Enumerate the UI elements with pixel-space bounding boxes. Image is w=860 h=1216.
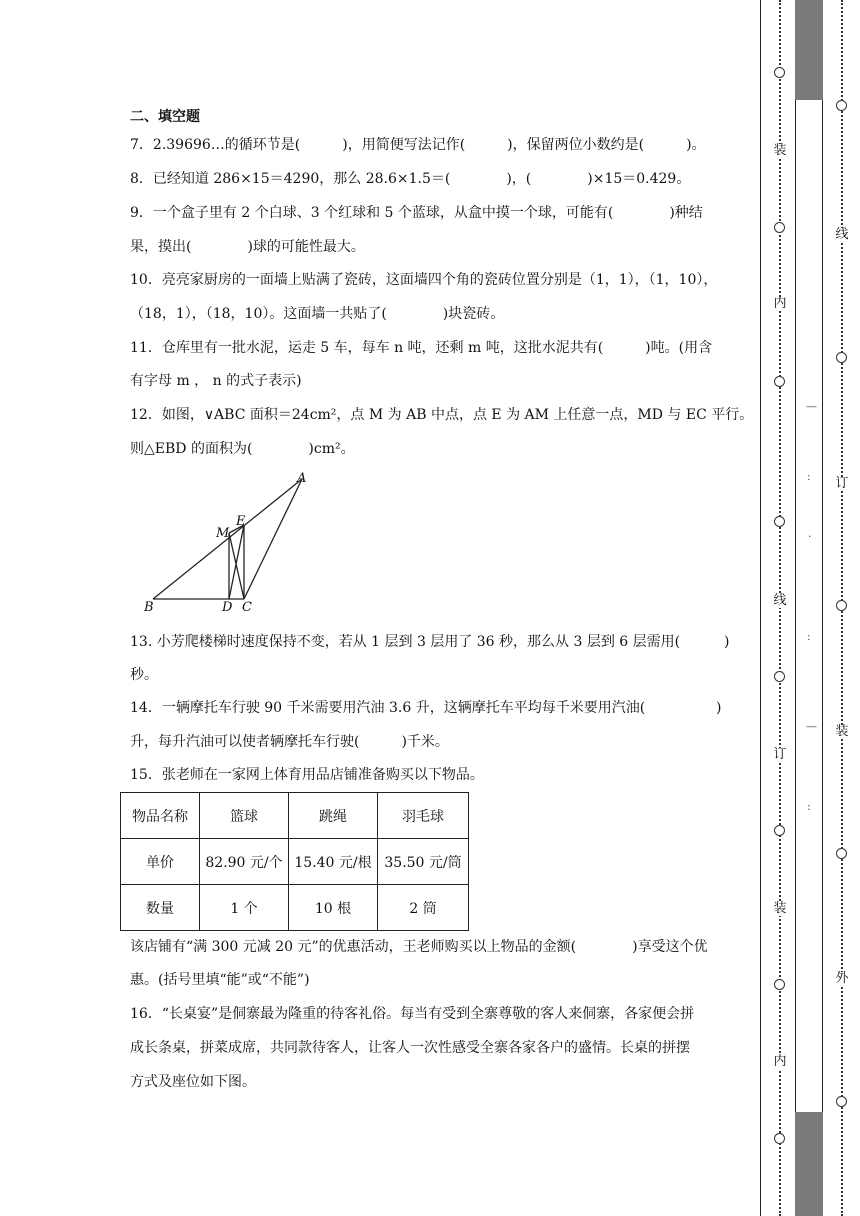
table-cell: 82.90 元/个: [200, 839, 289, 885]
label-b: B: [144, 600, 154, 615]
label-m: M: [216, 526, 230, 541]
circle-icon: [836, 848, 847, 859]
table-row: [121, 885, 469, 931]
gray-tab-bottom: [795, 1112, 823, 1216]
label-d: D: [222, 600, 233, 615]
circle-icon: [774, 222, 785, 233]
gray-tab-top: [795, 0, 823, 100]
table-cell: 数量: [121, 885, 200, 931]
question-13-line2: 秒。: [130, 667, 158, 683]
question-10-line1: 10．亮亮家厨房的一面墙上贴满了瓷砖，这面墙四个角的瓷砖位置分别是（1，1），（1，10），: [130, 272, 718, 288]
table-row: [121, 839, 469, 885]
circle-icon: [836, 100, 847, 111]
question-12-line1: 12．如图，∨ABC 面积＝24cm²，点 M 为 AB 中点，点 E 为 AM 上任意一点，MD 与 EC 平行。: [130, 407, 754, 423]
question-12-line2: 则△EBD 的面积为( )cm²。: [130, 441, 355, 457]
triangle-figure: [140, 470, 310, 620]
circle-icon: [774, 979, 785, 990]
table-cell: 35.50 元/筒: [378, 839, 469, 885]
label-e: E: [236, 514, 246, 529]
question-16-line2: 成长条桌，拼菜成席，共同款待客人，让客人一次性感受全寨各家各户的盛情。长桌的拼摆: [130, 1040, 690, 1056]
circle-icon: [774, 825, 785, 836]
table-cell: 羽毛球: [378, 793, 469, 839]
circle-icon: [774, 376, 785, 387]
question-9-line1: 9．一个盒子里有 2 个白球、3 个红球和 5 个蓝球，从盒中摸一个球，可能有( )种结: [130, 205, 703, 221]
margin-label: 线: [835, 227, 849, 242]
margin-label: 外: [835, 971, 849, 986]
circle-icon: [774, 516, 785, 527]
question-11-line2: 有字母 m ， n 的式子表示): [130, 373, 302, 389]
question-13-paren: ): [724, 634, 730, 650]
question-13-line1: 13. 小芳爬楼梯时速度保持不变，若从 1 层到 3 层用了 36 秒，那么从 3 层到 6 层需用(: [130, 634, 681, 650]
margin-label: 装: [773, 143, 787, 158]
circle-icon: [836, 352, 847, 363]
question-16-line1: 16．“长桌宴”是侗寨最为隆重的待客礼俗。每当有受到全寨尊敬的客人来侗寨，各家便会拼: [130, 1006, 695, 1022]
question-11-line1: 11．仓库里有一批水泥，运走 5 车，每车 n 吨，还剩 m 吨，这批水泥共有( )吨。(用含: [130, 340, 713, 356]
margin-label: 内: [773, 1054, 787, 1069]
section-title: 二、填空题: [130, 109, 200, 125]
table-cell: 10 根: [289, 885, 378, 931]
table-cell: 篮球: [200, 793, 289, 839]
margin-label: 订: [773, 747, 787, 762]
question-14-line2: 升，每升汽油可以使者辆摩托车行驶( )千米。: [130, 734, 449, 750]
table-cell: 15.40 元/根: [289, 839, 378, 885]
table-cell: 单价: [121, 839, 200, 885]
table-cell: 1 个: [200, 885, 289, 931]
question-16-line3: 方式及座位如下图。: [130, 1074, 256, 1090]
table-cell: 跳绳: [289, 793, 378, 839]
table-cell: 2 筒: [378, 885, 469, 931]
margin-label: 装: [773, 901, 787, 916]
label-a: A: [297, 471, 307, 486]
question-15-line3: 惠。(括号里填“能”或“不能”): [130, 972, 310, 988]
margin-label: 订: [835, 476, 849, 491]
question-9-line2: 果，摸出( )球的可能性最大。: [130, 239, 365, 255]
question-14-paren: ): [716, 700, 722, 716]
goods-table: [120, 792, 469, 931]
question-8: 8．已经知道 286×15＝4290，那么 28.6×1.5＝( )，( )×15＝0.429。: [130, 171, 691, 187]
circle-icon: [774, 1133, 785, 1144]
margin-label: 内: [773, 296, 787, 311]
question-10-line2: （18，1），（18，10）。这面墙一共贴了( )块瓷砖。: [130, 306, 505, 322]
circle-icon: [836, 1096, 847, 1107]
circle-icon: [836, 600, 847, 611]
question-15: 15．张老师在一家网上体育用品店铺准备购买以下物品。: [130, 767, 484, 783]
label-c: C: [242, 600, 252, 615]
question-15-line2: 该店铺有“满 300 元减 20 元”的优惠活动，王老师购买以上物品的金额( )享受这个优: [130, 939, 708, 955]
table-row: [121, 793, 469, 839]
circle-icon: [774, 671, 785, 682]
circle-icon: [774, 67, 785, 78]
inner-dotted-line: [779, 0, 781, 1216]
table-cell: 物品名称: [121, 793, 200, 839]
margin-label: 线: [773, 593, 787, 608]
margin-label: 装: [835, 724, 849, 739]
question-14-line1: 14．一辆摩托车行驶 90 千米需要用汽油 3.6 升，这辆摩托车平均每千米要用汽油(: [130, 700, 646, 716]
question-7: 7．2.39696…的循环节是( )，用简便写法记作( )，保留两位小数约是( )。: [130, 137, 706, 153]
